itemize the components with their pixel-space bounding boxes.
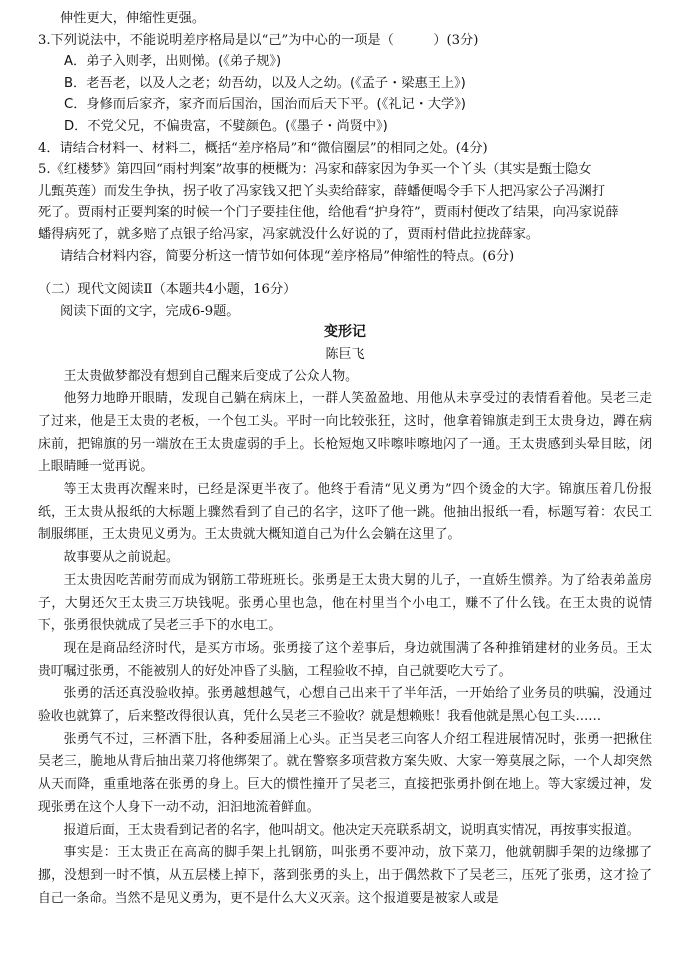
- option-d: D．不党父兄，不偏贵富，不嬖颜色。(《墨子・尚贤中》): [64, 118, 388, 134]
- question-5-prompt: 请结合材料内容，简要分析这一情节如何体现“差序格局”伸缩性的特点。(6分): [60, 248, 515, 264]
- story-paragraph: 张勇气不过，三杯酒下肚，各种委屈涌上心头。正当吴老三向客人介绍工程进展情况时，张勇一把揪住吴老三，脆地从背后抽出菜刀将他绑架了。就在警察多项营救方案失败、大家一筹莫展之际，一个人却突然从天而降，重重地落在张勇的身上。巨大的惯性撞开了吴老三，直接把张勇扑倒在地上。等大家缓过神，发现张勇在这个人身下一动不动，汩汩地流着鲜血。: [38, 731, 652, 815]
- story-paragraph: 王太贵因吃苦耐劳而成为钢筋工带班班长。张勇是王太贵大舅的儿子，一直娇生惯养。为了给表弟盖房子，大舅还欠王太贵三万块钱呢。张勇心里也急，他在村里当个小电工，赚不了什么钱。在王太贵的说情下，张勇很快就成了吴老三手下的水电工。: [38, 572, 652, 634]
- story-author: 陈巨飞: [325, 346, 365, 362]
- question-5: [38, 159, 652, 267]
- question-5-line: 蟠得病死了，就多赔了点银子给冯家，冯家就没什么好说的了，贾雨村借此拉拢薛家。: [38, 226, 540, 242]
- question-5-line: 死了。贾雨村正要判案的时候一个门子要挂住他，给他看“护身符”，贾雨村便改了结果，向冯家说薛: [38, 205, 619, 221]
- story-body: [38, 366, 652, 911]
- document-page: [38, 8, 652, 910]
- question-3-stem: 3.下列说法中，不能说明差序格局是以“己”为中心的一项是（ ）(3分): [38, 32, 479, 48]
- story-paragraph: 故事要从之前说起。: [63, 550, 179, 566]
- question-5-line: 儿甄英莲）而发生争执，拐子收了冯家钱又把丫头卖给薛家，薛蟠便喝令手下人把冯家公子冯渊打: [38, 183, 606, 199]
- story-paragraph: 现在是商品经济时代，是买方市场。张勇接了这个差事后，身边就围满了各种推销建材的业务员。王太贵叮嘱过张勇，不能被别人的好处冲昏了头脑，工程验收不掉，自己就要吃大亏了。: [38, 640, 652, 679]
- story-title: 变形记: [324, 324, 366, 341]
- question-4: 4．请结合材料一、材料二，概括“差序格局”和“微信圈层”的相同之处。(4分): [38, 140, 488, 156]
- option-c: C．身修而后家齐，家齐而后国治，国治而后天下平。(《礼记・大学》): [64, 97, 466, 113]
- story-paragraph: 张勇的活还真没验收掉。张勇越想越气，心想自己出来干了半年活，一开始给了业务员的哄骗，没通过验收也就算了，后来整改得很认真，凭什么吴老三不验收？就是想赖账！我看他就是黑心包工头……: [38, 686, 652, 725]
- story-paragraph: 他努力地睁开眼睛，发现自己躺在病床上，一群人笑盈盈地、用他从未享受过的表情看着他。吴老三走了过来，他是王太贵的老板，一个包工头。平时一向比较张狂，这时，他拿着锦旗走到王太贵身边，蹲在病床前，把锦旗的另一端放在王太贵虚弱的手上。长枪短炮又咔嚓咔嚓地闪了一通。王太贵感到头晕目眩，闭上眼睛睡一觉再说。: [38, 391, 652, 475]
- option-b: B．老吾老，以及人之老；幼吾幼，以及人之幼。(《孟子・梁惠王上》): [64, 75, 466, 91]
- question-3: [38, 30, 652, 138]
- story-paragraph: 王太贵做梦都没有想到自己醒来后变成了公众人物。: [63, 368, 358, 384]
- story-paragraph: 事实是：王太贵正在高高的脚手架上扎钢筋，叫张勇不要冲动，放下菜刀，他就朝脚手架的边缘挪了挪，没想到一时不慎，从五层楼上掉下，落到张勇的头上，出于偶然救下了吴老三，压死了张勇，这才捡了自己一条命。当然不是见义勇为，更不是什么大义灭亲。这个报道要是被家人或是: [38, 845, 652, 906]
- section-instruction: 阅读下面的文字，完成6-9题。: [60, 303, 240, 319]
- section-heading: （二）现代文阅读Ⅱ（本题共4小题，16分）: [38, 282, 297, 298]
- story-paragraph: 报道后面，王太贵看到记者的名字，他叫胡文。他决定天亮联系胡文，说明真实情况，再按事实报道。: [63, 822, 640, 838]
- story-paragraph: 等王太贵再次醒来时，已经是深更半夜了。他终于看清“见义勇为”四个烫金的大字。锦旗压着几份报纸，王太贵从报纸的大标题上骤然看到了自己的名字，这吓了他一跳。他抽出报纸一看，标题写着：农民工制服绑匪，王太贵见义勇为。王太贵就大概知道自己为什么会躺在这里了。: [38, 482, 652, 543]
- option-a: A．弟子入则孝，出则悌。(《弟子规》): [64, 54, 282, 70]
- continuation-line: 伸性更大，伸缩性更强。: [60, 11, 206, 26]
- question-5-line: 5.《红楼梦》第四回“雨村判案”故事的梗概为：冯家和薛家因为争买一个丫头（其实是甄士隐女: [38, 162, 592, 178]
